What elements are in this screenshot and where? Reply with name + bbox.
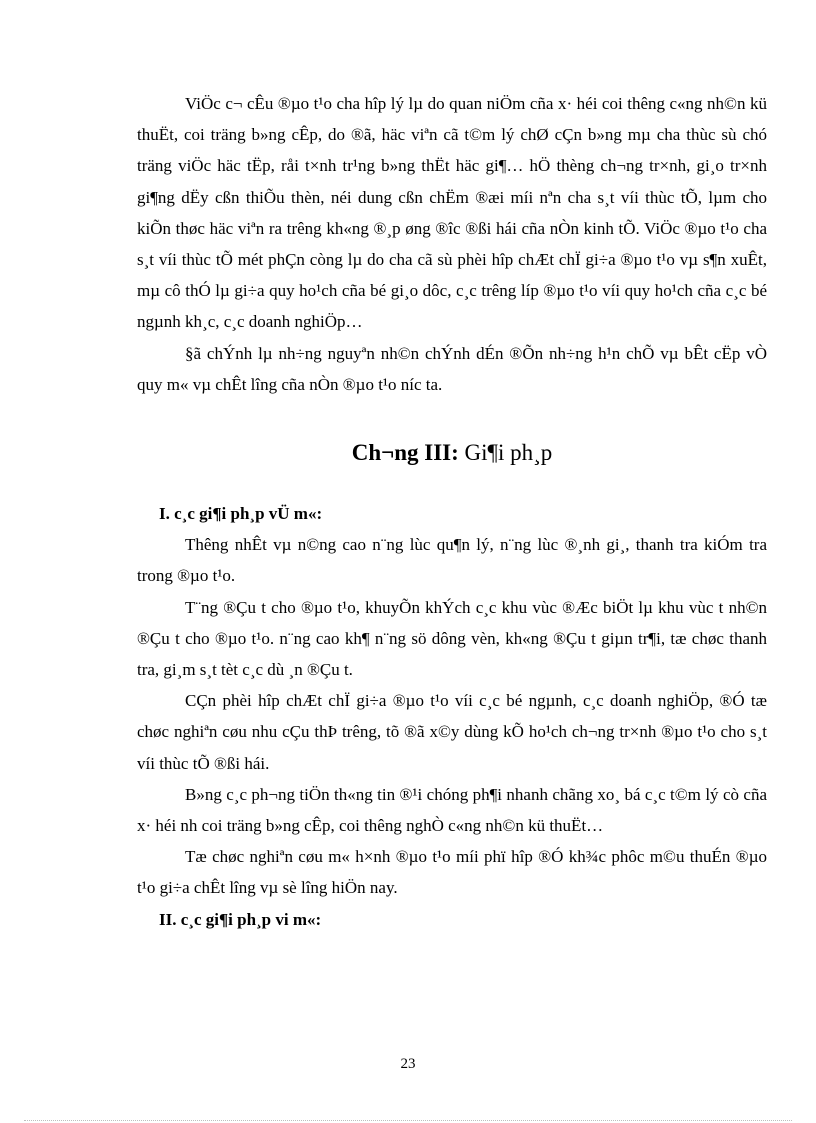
body-paragraph: Tæ chøc nghiªn cøu m« h×nh ®µo t¹o míi phï hîp ®Ó kh¾c phôc m©u thuÉn ®µo t¹o gi÷a chÊt lîng vµ sè lîng hiÖn nay. (137, 847, 767, 898)
page-body (137, 88, 767, 935)
section-title: I. c¸c gi¶i ph¸p vÜ m«: (159, 504, 323, 524)
chapter-heading (137, 438, 767, 468)
body-paragraph: ViÖc c¬ cÊu ®µo t¹o cha hîp lý lµ do quan niÖm cña x· héi coi thêng c«ng nh©n kü thuËt, coi träng b»ng cÊp, do ®ã, häc viªn cã t©m lý chØ cÇn b»ng mµ cha thùc sù chó träng viÖc häc tËp, råi t×nh tr¹ng b»ng thËt häc gi¶… hÖ thèng ch¬ng tr×nh, gi¸o tr×nh gi¶ng dËy cßn thiÕu thèn, néi dung cßn chËm ®æi míi nªn cha s¸t víi thùc tÕ, lµm cho kiÕn thøc häc viªn ra trêng kh«ng ®¸p øng ®îc ®ßi hái cña nÒn kinh tÕ. ViÖc ®µo t¹o cha s¸t víi thùc tÕ mét phÇn còng lµ do cha cã sù phèi hîp chÆt chÏ gi÷a ®µo t¹o vµ s¶n xuÊt, mµ cô thÓ lµ gi÷a quy ho¹ch cña bé gi¸o dôc, c¸c trêng líp ®µo t¹o víi quy ho¹ch cña c¸c bé ngµnh kh¸c, c¸c doanh nghiÖp… (137, 94, 767, 332)
body-paragraph: CÇn phèi hîp chÆt chÏ gi÷a ®µo t¹o víi c¸c bé ngµnh, c¸c doanh nghiÖp, ®Ó tæ chøc nghiªn cøu nhu cÇu thÞ trêng, tõ ®ã x©y dùng kÕ ho¹ch ch¬ng tr×nh ®µo t¹o cho s¸t víi thùc tÕ ®ßi hái. (137, 691, 767, 773)
body-paragraph: B»ng c¸c ph¬ng tiÖn th«ng tin ®¹i chóng ph¶i nhanh chãng xo¸ bá c¸c t©m lý cò cña x· héi nh coi träng b»ng cÊp, coi thêng nghÒ c«ng nh©n kü thuËt… (137, 784, 767, 836)
chapter-heading-label: Ch¬ng III: (351, 440, 459, 466)
page-number: 23 (400, 1056, 416, 1072)
body-paragraph: T¨ng ®Çu t cho ®µo t¹o, khuyÕn khÝch c¸c khu vùc ®Æc biÖt lµ khu vùc t nh©n ®Çu t cho ®µo t¹o. n¨ng cao kh¶ n¨ng sö dông vèn, kh«ng ®Çu t giµn tr¶i, tæ chøc thanh tra, gi¸m s¸t tèt c¸c dù ¸n ®Çu t. (137, 597, 767, 680)
section-title: II. c¸c gi¶i ph¸p vi m«: (159, 909, 322, 929)
chapter-heading-title: Gi¶i ph¸p (458, 440, 553, 466)
page-bottom-border (24, 1120, 792, 1121)
body-paragraph: §ã chÝnh lµ nh÷ng nguyªn nh©n chÝnh dÉn ®Õn nh÷ng h¹n chÕ vµ bÊt cËp vÒ quy m« vµ chÊt lîng cña nÒn ®µo t¹o níc ta. (137, 343, 767, 394)
body-paragraph: Thêng nhÊt vµ n©ng cao n¨ng lùc qu¶n lý, n¨ng lùc ®¸nh gi¸, thanh tra kiÓm tra trong ®µo t¹o. (137, 535, 767, 586)
